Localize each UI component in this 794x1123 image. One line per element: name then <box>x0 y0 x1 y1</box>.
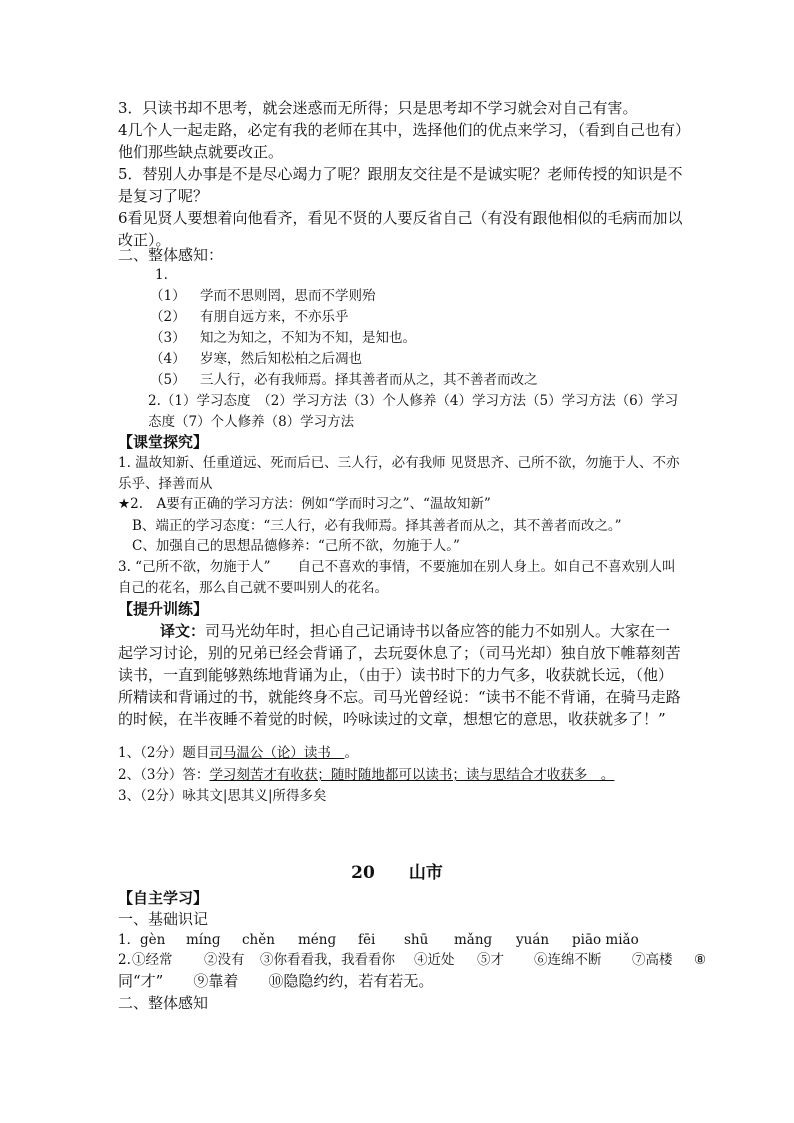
meaning-item: ⑦高楼 <box>632 952 673 968</box>
translation-item-3: 3．只读书却不思考，就会迷惑而无所得；只是思考却不学习就会对自己有害。 <box>118 99 638 117</box>
meaning-item: ②没有 <box>204 952 245 968</box>
overall-list-item <box>150 349 362 370</box>
list-number: （1） <box>150 288 186 304</box>
heading-classroom-explore: 【课堂探究】 <box>118 433 209 451</box>
list-text: 知之为知之，不知为不知，是知也。 <box>200 330 416 346</box>
meanings-line-2: 同“才” ⑨靠着 ⑩隐隐约约，若有若无。 <box>118 972 434 990</box>
meaning-item: ⑤才 <box>477 952 504 968</box>
pinyin-row <box>118 930 639 950</box>
overall-list-item <box>150 370 538 391</box>
answer-3: 3、（2分）咏其文|思其义|所得多矣 <box>118 788 327 804</box>
lesson-number: 20 <box>351 863 375 883</box>
list-text: 有朋自远方来，不亦乐乎 <box>200 309 349 325</box>
meaning-item: ④近处 <box>414 952 455 968</box>
list-number: （3） <box>150 330 186 346</box>
overall-item-1-number: 1. <box>155 267 168 283</box>
pinyin-item: piāo miǎo <box>572 932 639 948</box>
list-text: 学而不思则罔，思而不学则殆 <box>200 288 376 304</box>
translation-item-6: 6看见贤人要想着向他看齐，看见不贤的人要反省自己（有没有跟他相似的毛病而加以改正）。 <box>118 209 683 249</box>
answer-1 <box>118 743 684 764</box>
meaning-item: ①经常 <box>132 952 173 968</box>
translation-paragraph <box>118 620 684 730</box>
translation-label: 译文： <box>160 622 206 640</box>
section-basic: 一、基础识记 <box>118 910 209 928</box>
pinyin-item: yuán <box>516 932 550 948</box>
explore-item-2a: ★2. A要有正确的学习方法：例如“学而时习之”、“温故知新” <box>118 496 491 512</box>
explore-item-1: 1. 温故知新、任重道远、死而后已、三人行，必有我师 见贤思齐、己所不欲，勿施于人、不亦乐乎、择善而从 <box>118 455 680 492</box>
answer-2-prefix: 2、（3分）答： <box>118 767 210 783</box>
answer-1-suffix: 。 <box>344 745 358 761</box>
meaning-item: ⑥连绵不断 <box>534 952 602 968</box>
lesson-title <box>0 858 794 883</box>
overall-item-2: 2.（1）学习态度 （2）学习方法（3）个人修养（4）学习方法（5）学习方法（6）学习态度（7）个人修养（8）学习方法 <box>148 393 679 430</box>
section-overall-2: 二、整体感知 <box>118 994 209 1012</box>
meaning-item: ⑧ <box>694 952 707 968</box>
overall-list-item <box>150 307 349 328</box>
answer-2 <box>118 765 684 786</box>
explore-item-2b: B、端正的学习态度：“三人行，必有我师焉。择其善者而从之，其不善者而改之。” <box>132 518 622 534</box>
list-text: 三人行，必有我师焉。择其善者而从之，其不善者而改之 <box>200 372 538 388</box>
meaning-item: ③你看看我，我看看你 <box>260 952 395 968</box>
overall-list-item <box>150 328 416 349</box>
pinyin-item: mínɡ <box>186 932 221 948</box>
heading-self-study: 【自主学习】 <box>118 889 209 907</box>
list-text: 岁寒，然后知松柏之后凋也 <box>200 351 362 367</box>
heading-training: 【提升训练】 <box>118 600 209 618</box>
pinyin-item: ménɡ <box>298 932 337 948</box>
pinyin-label: 1． <box>118 932 141 948</box>
answer-1-text: 司马温公（论）读书 <box>209 745 345 761</box>
answer-2-text: 学习刻苦才有收获；随时随地都可以读书；读与思结合才收获多 。 <box>209 767 615 783</box>
pinyin-item: mǎnɡ <box>454 932 493 948</box>
pinyin-item: chěn <box>242 932 275 948</box>
list-number: （5） <box>150 372 186 388</box>
overall-list-item <box>150 286 376 307</box>
translation-item-4: 4几个人一起走路，必定有我的老师在其中，选择他们的优点来学习，（看到自己也有）他们那些缺点就要改正。 <box>118 121 683 161</box>
lesson-name: 山市 <box>408 863 443 883</box>
pinyin-item: gèn <box>140 932 166 948</box>
translation-item-5: 5．替别人办事是不是尽心竭力了呢？跟朋友交往是不是诚实呢？老师传授的知识是不是复习了呢？ <box>118 165 683 205</box>
pinyin-item: shū <box>404 932 429 948</box>
answer-1-prefix: 1、（2分）题目 <box>118 745 210 761</box>
translation-text: 司马光幼年时，担心自己记诵诗书以备应答的能力不如别人。大家在一起学习讨论，别的兄弟已经会背诵了，去玩耍休息了；（司马光却）独自放下帷幕刻苦读书，一直到能够熟练地背诵为止，（由于）读书时下的力气多，收获就长远，（他）所精读和背诵过的书，就能终身不忘。司马光曾经说：“读书不能不背诵，在骑马走路的时候，在半夜睡不着觉的时候，吟咏读过的文章，想想它的意思，收获就多了！” <box>118 622 681 728</box>
explore-item-2c: C、加强自己的思想品德修养：“己所不欲，勿施于人。” <box>132 538 460 554</box>
explore-item-3: 3. “己所不欲，勿施于人” 自己不喜欢的事情，不要施加在别人身上。如自己不喜欢别人叫自己的花名，那么自己就不要叫别人的花名。 <box>118 559 676 596</box>
meaning-label: 2. <box>118 952 131 968</box>
list-number: （4） <box>150 351 186 367</box>
pinyin-item: fēi <box>358 932 376 948</box>
section-overall-heading: 二、整体感知： <box>118 246 224 264</box>
list-number: （2） <box>150 309 186 325</box>
